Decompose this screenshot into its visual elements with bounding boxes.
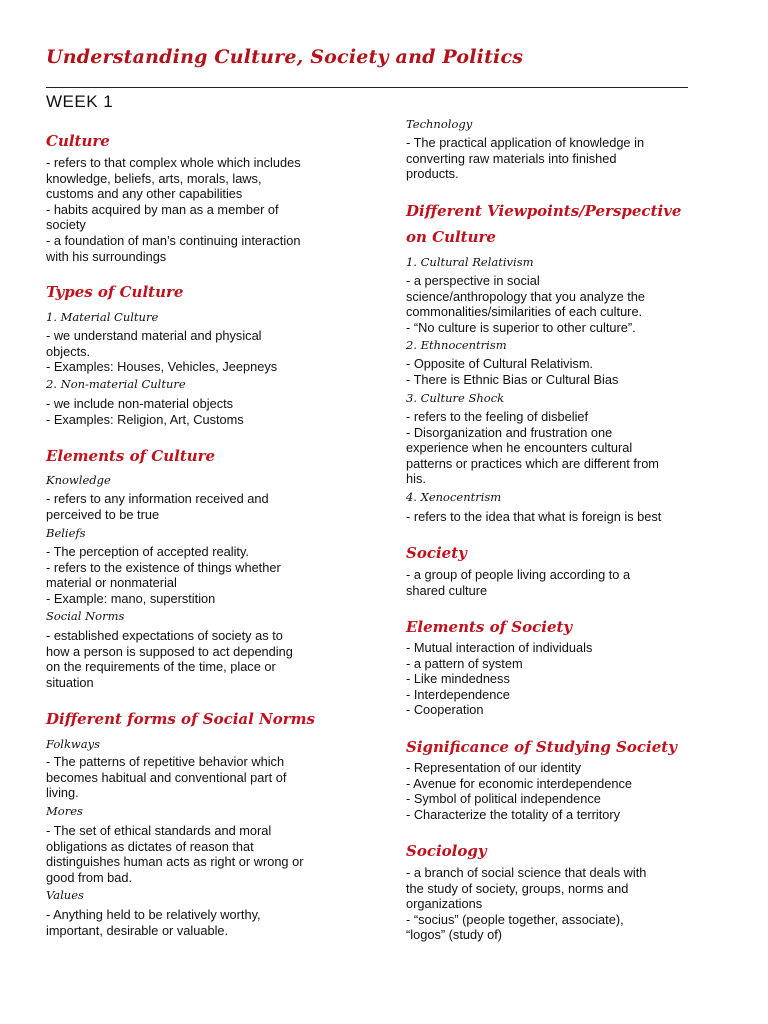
non-material-culture-text	[46, 396, 244, 427]
text-line: - Characterize the totality of a territory	[406, 806, 621, 822]
culture-heading: Culture	[46, 132, 110, 150]
text-line: - a branch of social science that deals with	[406, 865, 647, 880]
significance-text	[406, 760, 632, 822]
mores-text	[46, 823, 304, 885]
text-line: becomes habitual and conventional part of	[46, 769, 287, 785]
elements-of-culture-heading: Elements of Culture	[46, 447, 216, 465]
week-label: WEEK 1	[46, 92, 114, 111]
xenocentrism-subheading: 4. Xenocentrism	[406, 490, 502, 504]
text-line: - The perception of accepted reality.	[46, 544, 249, 559]
society-heading: Society	[406, 544, 467, 562]
knowledge-text	[46, 491, 269, 522]
text-line: - a foundation of man’s continuing interaction	[46, 232, 301, 248]
title-divider	[46, 87, 688, 88]
social-norms-subheading: Social Norms	[46, 609, 125, 623]
beliefs-text	[46, 544, 281, 606]
text-line: experience when he encounters cultural	[406, 440, 633, 456]
document-title: Understanding Culture, Society and Politics	[46, 46, 524, 68]
culture-shock-text	[406, 409, 659, 487]
text-line: objects.	[46, 343, 91, 359]
text-line: living.	[46, 785, 79, 801]
society-text	[406, 567, 630, 598]
text-line: patterns or practices which are different from	[406, 455, 659, 471]
text-line: - Anything held to be relatively worthy,	[46, 907, 261, 922]
text-line: how a person is supposed to act depending	[46, 643, 293, 659]
text-line: - Symbol of political independence	[406, 791, 601, 807]
text-line: “logos” (study of)	[406, 927, 503, 943]
text-line: knowledge, beliefs, arts, morals, laws,	[46, 170, 262, 186]
text-line: on the requirements of the time, place or	[46, 659, 276, 675]
text-line: - refers to any information received and	[46, 491, 269, 506]
cultural-relativism-text	[406, 273, 645, 335]
text-line: shared culture	[406, 582, 488, 598]
text-line: - habits acquired by man as a member of	[46, 201, 279, 217]
sociology-heading: Sociology	[406, 842, 487, 860]
non-material-culture-subheading: 2. Non-material Culture	[46, 377, 186, 391]
text-line: - The set of ethical standards and moral	[46, 823, 272, 838]
text-line: - Examples: Religion, Art, Customs	[46, 411, 244, 427]
social-norms-text	[46, 628, 293, 690]
text-line: - established expectations of society as to	[46, 628, 283, 643]
significance-heading: Significance of Studying Society	[406, 738, 677, 756]
culture-text	[46, 155, 301, 264]
text-line: products.	[406, 166, 459, 182]
types-of-culture-heading: Types of Culture	[46, 283, 184, 301]
text-line: - Mutual interaction of individuals	[406, 640, 593, 655]
text-line: - we understand material and physical	[46, 328, 262, 343]
text-line: - refers to the idea that what is foreign is best	[406, 509, 662, 524]
text-line: obligations as dictates of reason that	[46, 838, 254, 854]
text-line: - Cooperation	[406, 702, 484, 718]
text-line: his.	[406, 471, 426, 487]
text-line: - Examples: Houses, Vehicles, Jeepneys	[46, 359, 278, 375]
text-line: - Interdependence	[406, 686, 510, 702]
text-line: - Opposite of Cultural Relativism.	[406, 356, 594, 371]
text-line: - The practical application of knowledge in	[406, 135, 645, 150]
text-line: important, desirable or valuable.	[46, 922, 229, 938]
text-line: society	[46, 217, 86, 233]
xenocentrism-text	[406, 509, 661, 525]
knowledge-subheading: Knowledge	[46, 473, 111, 487]
material-culture-text	[46, 328, 277, 375]
values-subheading: Values	[46, 888, 84, 902]
text-line: - a perspective in social	[406, 273, 540, 288]
text-line: - Disorganization and frustration one	[406, 424, 613, 440]
text-line: - refers to that complex whole which includes	[46, 155, 301, 170]
material-culture-subheading: 1. Material Culture	[46, 310, 159, 324]
folkways-subheading: Folkways	[46, 737, 101, 751]
mores-subheading: Mores	[46, 804, 83, 818]
text-line: the study of society, groups, norms and	[406, 880, 629, 896]
text-line: science/anthropology that you analyze the	[406, 288, 646, 304]
culture-shock-subheading: 3. Culture Shock	[406, 391, 505, 405]
text-line: - refers to the existence of things whether	[46, 559, 281, 575]
text-line: customs and any other capabilities	[46, 186, 243, 202]
text-line: - “No culture is superior to other culture”.	[406, 319, 636, 335]
sociology-text	[406, 865, 646, 943]
text-line: perceived to be true	[46, 506, 160, 522]
text-line: - Avenue for economic interdependence	[406, 775, 632, 791]
folkways-text	[46, 754, 286, 801]
text-line: - a pattern of system	[406, 655, 523, 671]
text-line: converting raw materials into finished	[406, 150, 617, 166]
viewpoints-heading-line1: Different Viewpoints/Perspective	[406, 202, 682, 220]
values-text	[46, 907, 261, 938]
text-line: - we include non-material objects	[46, 396, 234, 411]
text-line: distinguishes human acts as right or wrong or	[46, 854, 304, 870]
technology-text	[406, 135, 644, 182]
text-line: - a group of people living according to a	[406, 567, 631, 582]
text-line: - The patterns of repetitive behavior which	[46, 754, 285, 769]
text-line: good from bad.	[46, 869, 133, 885]
text-line: - Representation of our identity	[406, 760, 581, 775]
text-line: - refers to the feeling of disbelief	[406, 409, 589, 424]
text-line: - Like mindedness	[406, 671, 510, 687]
cultural-relativism-subheading: 1. Cultural Relativism	[406, 255, 534, 269]
beliefs-subheading: Beliefs	[46, 526, 86, 540]
ethnocentrism-text	[406, 356, 618, 387]
text-line: material or nonmaterial	[46, 575, 177, 591]
forms-of-social-norms-heading: Different forms of Social Norms	[46, 710, 315, 728]
text-line: - Example: mano, superstition	[46, 590, 216, 606]
text-line: situation	[46, 674, 94, 690]
text-line: with his surroundings	[46, 248, 167, 264]
text-line: - “socius” (people together, associate),	[406, 911, 624, 927]
text-line: commonalities/similarities of each culture.	[406, 304, 643, 320]
elements-of-society-heading: Elements of Society	[406, 618, 573, 636]
technology-subheading: Technology	[406, 117, 473, 131]
text-line: organizations	[406, 896, 483, 912]
text-line: - There is Ethnic Bias or Cultural Bias	[406, 371, 619, 387]
elements-of-society-text	[406, 640, 592, 718]
viewpoints-heading-line2: on Culture	[406, 228, 496, 246]
ethnocentrism-subheading: 2. Ethnocentrism	[406, 338, 507, 352]
